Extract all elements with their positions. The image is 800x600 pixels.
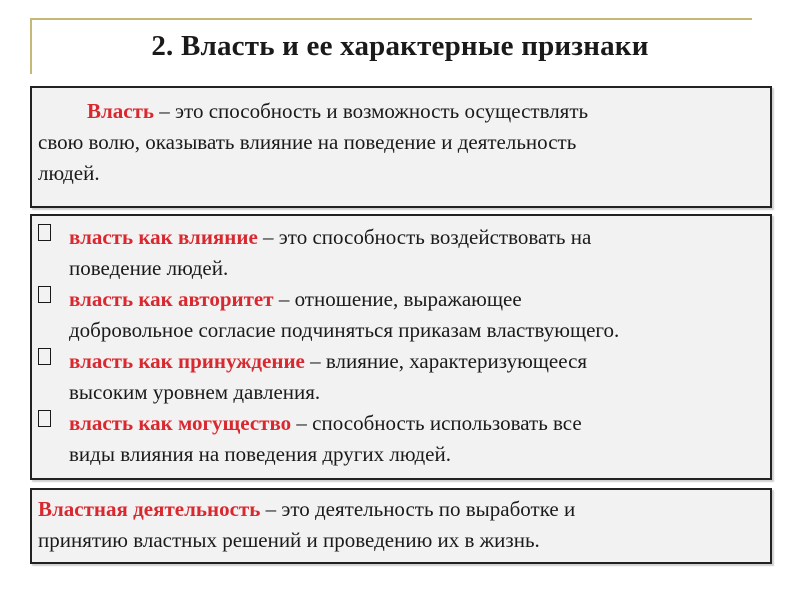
form-term: власть как авторитет — [69, 287, 274, 311]
forms-box — [30, 214, 772, 480]
slide-title: 2. Власть и ее характерные признаки — [151, 30, 649, 62]
list-item — [38, 408, 766, 470]
form-desc: – это способность воздействовать на — [257, 225, 592, 249]
square-bullet-icon — [38, 348, 51, 365]
list-item — [38, 284, 766, 346]
definition-term: Власть — [87, 99, 155, 123]
square-bullet-icon — [38, 286, 51, 303]
definition-box — [30, 86, 772, 208]
form-desc-line2: высоким уровнем давления. — [69, 380, 321, 404]
activity-box — [30, 488, 772, 564]
activity-term: Властная деятельность — [38, 497, 261, 521]
activity-text — [38, 494, 763, 556]
form-term: власть как могущество — [69, 411, 292, 435]
form-desc-line2: добровольное согласие подчиняться приказам властвующего. — [69, 318, 620, 342]
definition-line3: людей. — [38, 161, 100, 185]
form-desc: – отношение, выражающее — [273, 287, 522, 311]
definition-line1: – это способность и возможность осуществлять — [154, 99, 589, 123]
form-desc-line2: виды влияния на поведения других людей. — [69, 442, 451, 466]
list-item — [38, 346, 766, 408]
square-bullet-icon — [38, 410, 51, 427]
form-term: власть как влияние — [69, 225, 258, 249]
activity-line1: – это деятельность по выработке и — [260, 497, 576, 521]
list-item — [38, 222, 766, 284]
form-desc: – способность использовать все — [291, 411, 582, 435]
header-rule — [30, 18, 752, 20]
definition-line2: свою волю, оказывать влияние на поведение и деятельность — [38, 130, 577, 154]
form-desc: – влияние, характеризующееся — [304, 349, 588, 373]
form-desc-line2: поведение людей. — [69, 256, 229, 280]
form-term: власть как принуждение — [69, 349, 305, 373]
definition-text — [38, 96, 763, 189]
square-bullet-icon — [38, 224, 51, 241]
activity-line2: принятию властных решений и проведению их в жизнь. — [38, 528, 540, 552]
